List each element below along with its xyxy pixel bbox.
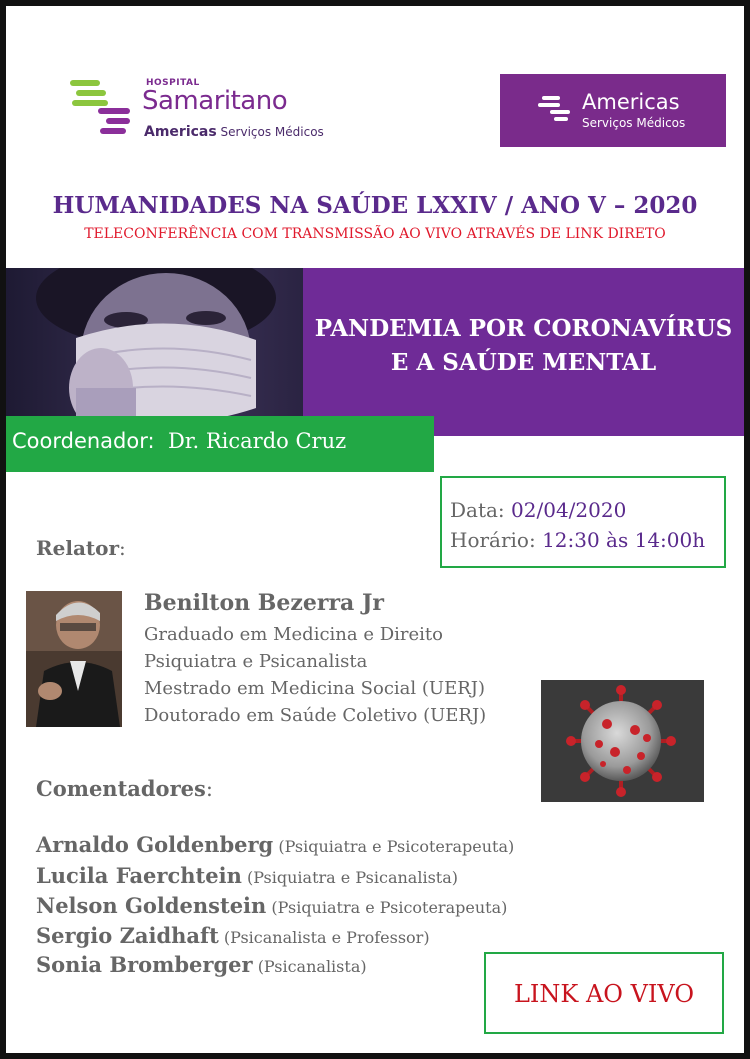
- logo-samaritano-name: Samaritano: [142, 86, 288, 116]
- topic-line-1: PANDEMIA POR CORONAVÍRUS: [314, 315, 733, 342]
- americas-stripes-icon: [538, 94, 574, 122]
- comentador-name: Sonia Bromberger: [36, 952, 253, 977]
- date-line: [450, 498, 626, 522]
- comentador-item: [36, 893, 507, 918]
- americas-logo-name: Americas: [582, 90, 680, 114]
- relator-credential: Doutorado em Saúde Coletivo (UERJ): [144, 705, 487, 726]
- comentador-item: [36, 952, 367, 977]
- americas-logo-sub: Serviços Médicos: [582, 116, 686, 130]
- coordinator-text: [12, 429, 346, 453]
- topic-title: [303, 312, 744, 380]
- logo-sub-rest: Serviços Médicos: [220, 125, 324, 139]
- samaritano-logo: [66, 72, 336, 152]
- relator-label: Relator: [36, 536, 120, 560]
- coordinator-name: Dr. Ricardo Cruz: [167, 429, 347, 453]
- time-label: Horário:: [450, 528, 536, 552]
- live-link-button[interactable]: [484, 952, 724, 1034]
- comentadores-label: Comentadores: [36, 776, 206, 801]
- relator-credential: Mestrado em Medicina Social (UERJ): [144, 678, 485, 699]
- schedule-box: [440, 476, 726, 568]
- relator-heading: Relator:: [36, 536, 126, 560]
- comentador-role: (Psiquiatra e Psicanalista): [246, 868, 458, 887]
- event-subtitle: TELECONFERÊNCIA COM TRANSMISSÃO AO VIVO ATRAVÉS DE LINK DIRETO: [84, 226, 666, 242]
- event-title: HUMANIDADES NA SAÚDE LXXIV / ANO V – 2020: [52, 192, 698, 219]
- masked-person-photo: [6, 268, 304, 422]
- comentadores-heading: Comentadores:: [36, 776, 213, 801]
- live-link-label: LINK AO VIVO: [513, 980, 694, 1008]
- logo-samaritano-sub: [144, 124, 324, 140]
- coordinator-label: Coordenador:: [12, 429, 155, 453]
- date-value: 02/04/2020: [511, 498, 627, 522]
- logo-sub-strong: Americas: [144, 124, 217, 140]
- topic-line-2: E A SAÚDE MENTAL: [390, 349, 657, 376]
- time-value: 12:30 às 14:00h: [542, 528, 706, 552]
- date-label: Data:: [450, 498, 505, 522]
- relator-name: Benilton Bezerra Jr: [144, 590, 384, 616]
- comentador-role: (Psicanalista): [257, 957, 367, 976]
- comentador-role: (Psiquiatra e Psicoterapeuta): [271, 898, 508, 917]
- comentador-role: (Psicanalista e Professor): [223, 928, 430, 947]
- americas-logo: [500, 74, 726, 147]
- comentador-item: [36, 863, 458, 888]
- comentador-role: (Psiquiatra e Psicoterapeuta): [278, 837, 515, 856]
- comentador-item: [36, 832, 514, 857]
- comentador-name: Nelson Goldenstein: [36, 893, 267, 918]
- flyer-page: [6, 6, 744, 1053]
- samaritano-stripes-icon: [70, 78, 140, 140]
- relator-credential: Psiquiatra e Psicanalista: [144, 651, 368, 672]
- logo-hospital-label: HOSPITAL: [146, 78, 200, 88]
- coronavirus-image: [541, 680, 704, 802]
- comentador-name: Lucila Faerchtein: [36, 863, 242, 888]
- comentador-name: Sergio Zaidhaft: [36, 923, 219, 948]
- relator-credential: Graduado em Medicina e Direito: [144, 624, 443, 645]
- comentador-item: [36, 923, 430, 948]
- relator-photo: [26, 591, 122, 727]
- comentador-name: Arnaldo Goldenberg: [36, 832, 274, 857]
- time-line: [450, 528, 705, 552]
